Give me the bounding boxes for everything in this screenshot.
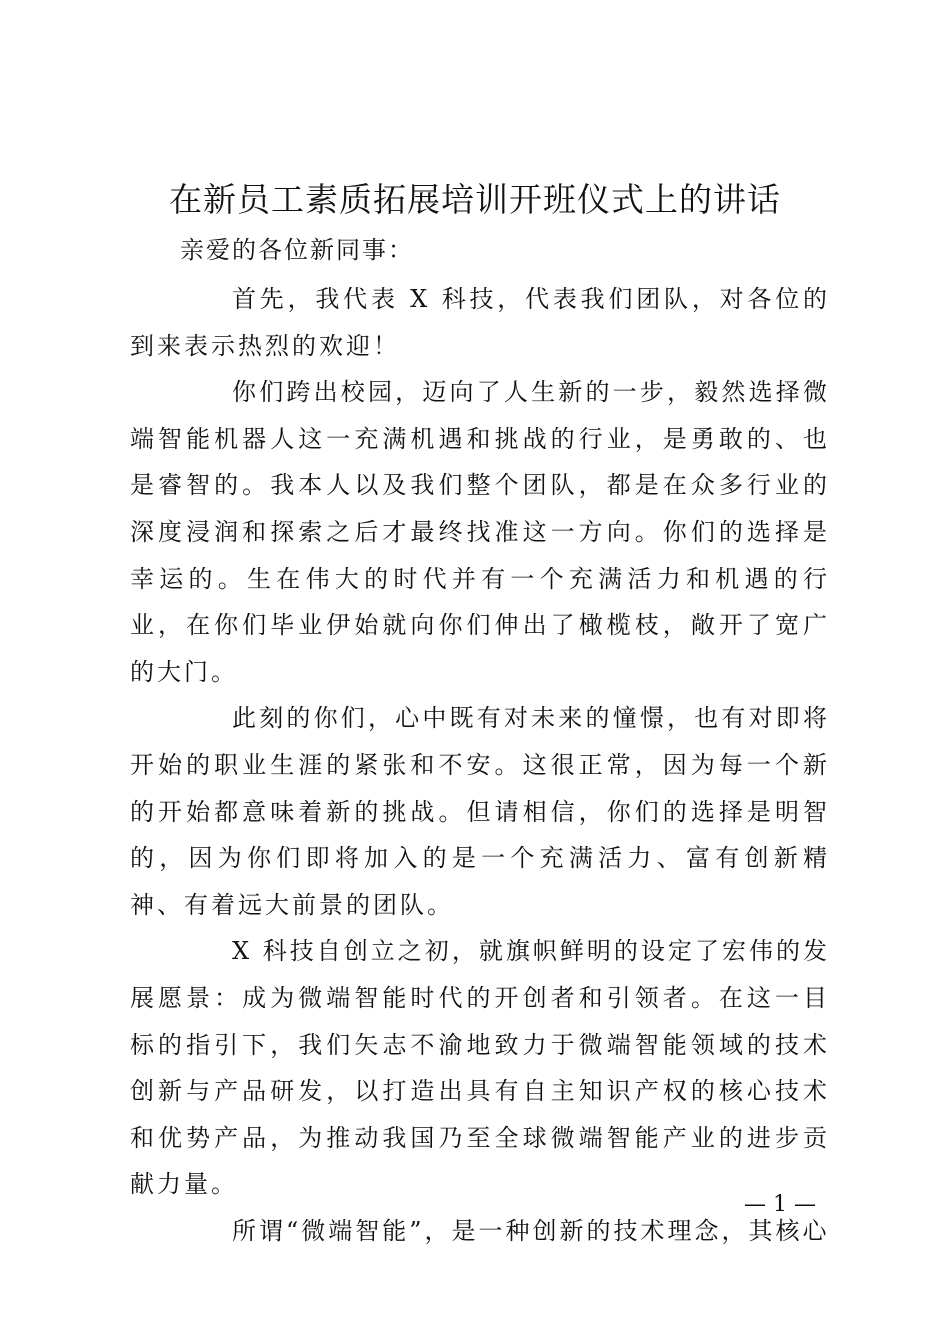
document-body xyxy=(130,276,830,1254)
paragraph: 此刻的你们，心中既有对未来的憧憬，也有对即将开始的职业生涯的紧张和不安。这很正常，因为每一个新的开始都意味着新的挑战。但请相信，你们的选择是明智的，因为你们即将加入的是一个充满活力、富有创新精神、有着远大前景的团队。 xyxy=(130,704,830,919)
paragraph: 首先，我代表 X 科技，代表我们团队，对各位的到来表示热烈的欢迎！ xyxy=(130,285,830,360)
paragraph: 所谓“微端智能”，是一种创新的技术理念，其核心 xyxy=(232,1216,830,1245)
paragraph: X 科技自创立之初，就旗帜鲜明的设定了宏伟的发展愿景：成为微端智能时代的开创者和引领者。在这一目标的指引下，我们矢志不渝地致力于微端智能领域的技术创新与产品研发，以打造出具有自主知识产权的核心技术和优势产品，为推动我国乃至全球微端智能产业的进步贡献力量。 xyxy=(130,937,830,1199)
paragraph: 你们跨出校园，迈向了人生新的一步，毅然选择微端智能机器人这一充满机遇和挑战的行业，是勇敢的、也是睿智的。我本人以及我们整个团队，都是在众多行业的深度浸润和探索之后才最终找准这一方向。你们的选择是幸运的。生在伟大的时代并有一个充满活力和机遇的行业，在你们毕业伊始就向你们伸出了橄榄枝，敞开了宽广的大门。 xyxy=(130,378,830,686)
page-number: — 1 — xyxy=(744,1192,816,1217)
document-title: 在新员工素质拓展培训开班仪式上的讲话 xyxy=(169,180,781,219)
salutation: 亲爱的各位新同事： xyxy=(180,236,414,264)
